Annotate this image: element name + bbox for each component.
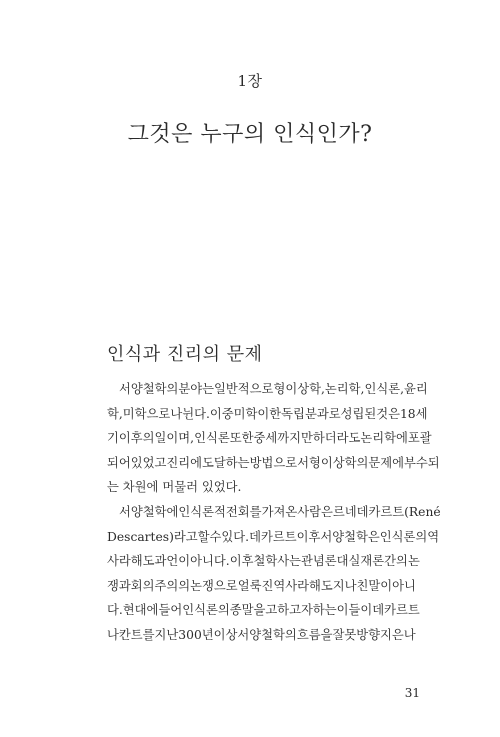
word: 서양철학의 xyxy=(119,382,179,396)
word: 사라 xyxy=(107,554,131,569)
word: 흐름을 xyxy=(296,627,333,642)
word: 일반적으로 xyxy=(214,382,274,396)
word: 들어 xyxy=(158,603,183,618)
word: 300년 xyxy=(178,627,214,642)
word: 방향 xyxy=(356,627,380,642)
word: 종말을 xyxy=(229,603,266,618)
word: 인식론의 xyxy=(182,603,230,618)
word: 18세 xyxy=(399,406,428,421)
word: 데카르트 xyxy=(372,603,420,618)
word: 이 xyxy=(209,406,222,421)
word: 독립 xyxy=(281,406,305,421)
paragraph-2 xyxy=(107,500,441,648)
word: 인식론의 xyxy=(379,529,428,544)
word: 문제에 xyxy=(368,455,405,470)
word: 데카르트(René xyxy=(356,504,441,519)
word: 이후 xyxy=(229,554,254,569)
word: 부수되 xyxy=(404,455,440,470)
word: 아니 xyxy=(392,578,416,593)
page-number: 31 xyxy=(404,686,420,700)
word: 쟁과 xyxy=(107,578,131,593)
text-line xyxy=(107,402,428,427)
word: 말이 xyxy=(368,578,393,593)
word: 수 xyxy=(209,529,222,544)
word: 미학이 xyxy=(233,406,270,421)
word: 대 xyxy=(336,554,349,569)
word: 지난 xyxy=(154,627,179,642)
chapter-title: 그것은 누구의 인식인가? xyxy=(127,122,373,147)
text-line xyxy=(107,525,440,550)
word: 일이며, xyxy=(154,431,195,446)
text-line xyxy=(107,574,415,599)
word: 과언이 xyxy=(154,554,191,569)
word: 해도 xyxy=(308,578,333,593)
text-line xyxy=(107,598,420,623)
word: 인식론 xyxy=(194,431,230,446)
word: 사람은 xyxy=(297,504,333,519)
word: 회의주의의 xyxy=(130,578,191,593)
word: 포괄 xyxy=(407,431,432,446)
text-line xyxy=(107,549,420,574)
word: 인식론적 xyxy=(178,504,226,519)
word: 미학으로 xyxy=(122,406,171,421)
word: 학, xyxy=(107,406,123,421)
word: 데카르트 xyxy=(249,529,297,544)
word: 해도 xyxy=(130,554,155,569)
word: 것은 xyxy=(376,406,400,421)
word: 논 xyxy=(407,554,420,569)
word: 분과로 xyxy=(304,406,341,421)
word: 있다. xyxy=(221,529,250,544)
word: 간의 xyxy=(384,554,408,569)
word: 현대에 xyxy=(122,603,159,618)
text-line xyxy=(107,500,441,525)
word: 인식론, xyxy=(364,382,404,396)
word: 역사라 xyxy=(273,578,309,593)
text-line xyxy=(107,377,428,402)
word: 중세까지만 xyxy=(253,431,313,446)
text-line xyxy=(107,426,432,451)
word: 성립된 xyxy=(340,406,377,421)
word: 서양철학에 xyxy=(119,504,179,519)
word: 나뉜다. xyxy=(170,406,210,421)
word: 나 xyxy=(107,627,119,642)
word: 아니다. xyxy=(190,554,230,569)
word: 나 xyxy=(403,627,416,642)
word: 있었고 xyxy=(130,455,167,470)
word: 한 xyxy=(269,406,282,421)
word: 형이상학의 xyxy=(308,455,369,470)
word: 칸트를 xyxy=(118,627,155,642)
word: 논리학, xyxy=(324,382,365,396)
word: 철학사는 xyxy=(253,554,301,569)
word: 윤리 xyxy=(403,382,428,396)
word: 고하고자 xyxy=(265,603,313,618)
text-line xyxy=(107,623,415,648)
word: 역 xyxy=(427,529,440,544)
word: 다. xyxy=(107,603,123,618)
word: 지은 xyxy=(380,627,404,642)
word: 분야는 xyxy=(178,382,215,396)
word: 서양철학은 xyxy=(320,529,380,544)
word: 전회를 xyxy=(225,504,262,519)
word: 논쟁으로 xyxy=(190,578,238,593)
word: 되어 xyxy=(107,455,131,470)
word: 이후 xyxy=(296,529,321,544)
word: 르네 xyxy=(332,504,357,519)
text-line xyxy=(107,451,440,476)
word: Descartes)라고 xyxy=(107,529,198,544)
word: 지나친 xyxy=(332,578,369,593)
word: 형이상학, xyxy=(273,382,325,396)
chapter-label: 1장 xyxy=(237,72,263,90)
word: 할 xyxy=(197,529,210,544)
word: 이상 xyxy=(213,627,238,642)
word: 진리에 xyxy=(166,455,203,470)
text-line: 는 차원에 머물러 있었다. xyxy=(107,480,242,495)
word: 중 xyxy=(221,406,234,421)
word: 하더라도 xyxy=(312,431,361,446)
word: 또한 xyxy=(229,431,254,446)
body-text xyxy=(107,377,441,648)
word: 얼룩진 xyxy=(237,578,274,593)
word: 서양철학의 xyxy=(237,627,297,642)
word: 이후의 xyxy=(118,431,155,446)
word: 기 xyxy=(107,431,119,446)
word: 이들이 xyxy=(336,603,373,618)
word: 도달하는 xyxy=(202,455,250,470)
word: 잘못 xyxy=(332,627,357,642)
word: 실재론 xyxy=(348,554,385,569)
word: 하는 xyxy=(312,603,337,618)
word: 관념론 xyxy=(301,554,337,569)
word: 가져온 xyxy=(261,504,298,519)
word: 논리학에 xyxy=(360,431,408,446)
section-heading: 인식과 진리의 문제 xyxy=(107,344,263,365)
word: 방법으로서 xyxy=(249,455,309,470)
paragraph-1 xyxy=(107,377,440,500)
